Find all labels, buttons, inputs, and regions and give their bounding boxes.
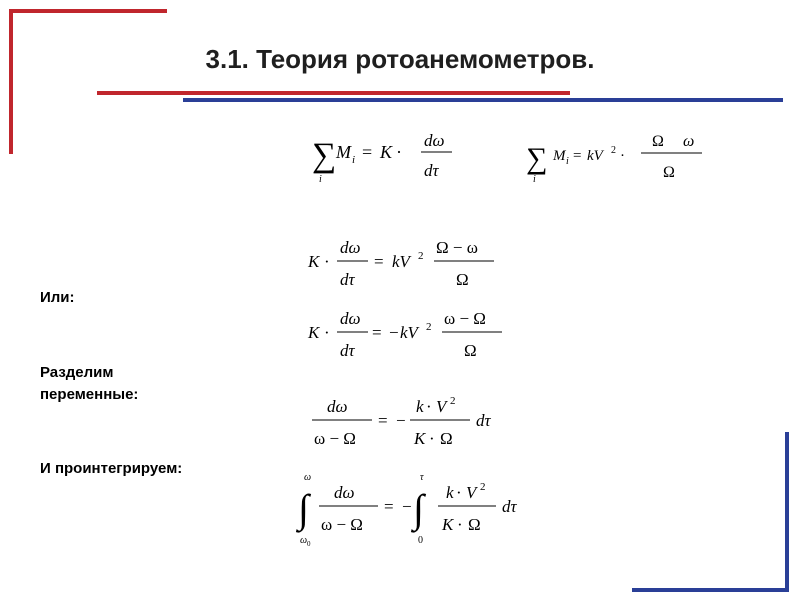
svg-text:2: 2 <box>450 395 456 407</box>
svg-text:V: V <box>436 397 447 416</box>
formula-moment-balance <box>312 131 452 185</box>
svg-text:Ω: Ω <box>464 341 477 360</box>
svg-text:kV: kV <box>587 148 603 164</box>
svg-text:ω − Ω: ω − Ω <box>444 309 486 328</box>
label-integrate: И проинтегрируем: <box>40 460 183 477</box>
svg-text:ω: ω <box>683 133 695 150</box>
svg-text:ω − Ω: ω − Ω <box>314 429 356 448</box>
svg-text:=: = <box>384 497 394 516</box>
svg-text:·: · <box>620 148 625 164</box>
svg-text:·: · <box>457 515 463 534</box>
svg-text:∑: ∑ <box>312 137 337 174</box>
svg-text:Ω − ω: Ω − ω <box>436 238 478 257</box>
svg-text:dω: dω <box>340 309 361 328</box>
svg-text:dτ: dτ <box>502 497 517 516</box>
formula-equation-1 <box>307 238 494 289</box>
svg-text:Ω: Ω <box>440 429 453 448</box>
svg-text:V: V <box>466 483 477 502</box>
svg-text:dτ: dτ <box>476 411 491 430</box>
svg-text:=: = <box>372 323 382 342</box>
svg-text:i: i <box>319 174 322 185</box>
svg-text:dτ: dτ <box>340 341 355 360</box>
svg-text:Ω: Ω <box>468 515 481 534</box>
svg-text:·: · <box>456 483 462 502</box>
svg-text:=: = <box>573 148 582 164</box>
page-title: 3.1. Теория ротоанемометров. <box>205 44 595 74</box>
svg-text:2: 2 <box>480 481 486 493</box>
svg-text:∫: ∫ <box>298 486 309 531</box>
label-separate-line1: Разделим <box>40 364 114 381</box>
svg-text:τ: τ <box>420 472 424 483</box>
svg-text:2: 2 <box>611 145 616 156</box>
svg-text:Ω: Ω <box>456 270 469 289</box>
svg-text:dτ: dτ <box>340 270 355 289</box>
svg-text:Ω: Ω <box>652 133 664 150</box>
svg-text:dω: dω <box>424 131 445 150</box>
svg-text:2: 2 <box>418 250 424 262</box>
svg-text:ω: ω <box>304 472 312 483</box>
svg-text:Ω: Ω <box>663 164 675 181</box>
svg-text:·: · <box>429 429 435 448</box>
label-separate-line2: переменные: <box>40 386 139 403</box>
svg-text:−: − <box>396 411 406 430</box>
formula-moment-velocity <box>526 133 702 185</box>
svg-text:K: K <box>442 515 454 534</box>
svg-text:dω: dω <box>334 483 355 502</box>
svg-text:k: k <box>416 397 424 416</box>
svg-text:i: i <box>352 154 356 166</box>
svg-text:M: M <box>336 142 351 162</box>
svg-text:·: · <box>324 252 330 271</box>
svg-text:i: i <box>566 156 569 167</box>
svg-text:∑: ∑ <box>526 142 548 175</box>
svg-text:=: = <box>378 411 388 430</box>
svg-text:k: k <box>446 483 454 502</box>
svg-text:K: K <box>308 252 320 271</box>
svg-text:K: K <box>380 142 393 162</box>
svg-text:M: M <box>553 148 566 164</box>
svg-text:ω: ω <box>300 535 308 546</box>
formula-integrated <box>295 472 518 548</box>
svg-text:=: = <box>374 252 384 271</box>
formula-separated <box>312 395 492 448</box>
svg-text:2: 2 <box>426 321 432 333</box>
svg-text:K: K <box>414 429 426 448</box>
svg-text:dτ: dτ <box>424 161 439 180</box>
svg-text:kV: kV <box>392 252 410 271</box>
svg-text:·: · <box>396 142 402 162</box>
svg-text:dω: dω <box>340 238 361 257</box>
svg-text:K: K <box>308 323 320 342</box>
svg-text:ω − Ω: ω − Ω <box>321 515 363 534</box>
svg-text:kV: kV <box>400 323 418 342</box>
svg-text:−: − <box>389 323 399 342</box>
svg-text:0: 0 <box>307 540 311 548</box>
label-or: Или: <box>40 289 75 306</box>
svg-text:dω: dω <box>327 397 348 416</box>
svg-text:−: − <box>402 497 412 516</box>
formula-equation-2 <box>307 309 502 360</box>
svg-text:=: = <box>362 142 373 162</box>
svg-text:·: · <box>426 397 432 416</box>
svg-text:0: 0 <box>418 535 423 546</box>
svg-text:∫: ∫ <box>413 486 424 531</box>
svg-text:·: · <box>324 323 330 342</box>
svg-text:i: i <box>533 174 536 185</box>
